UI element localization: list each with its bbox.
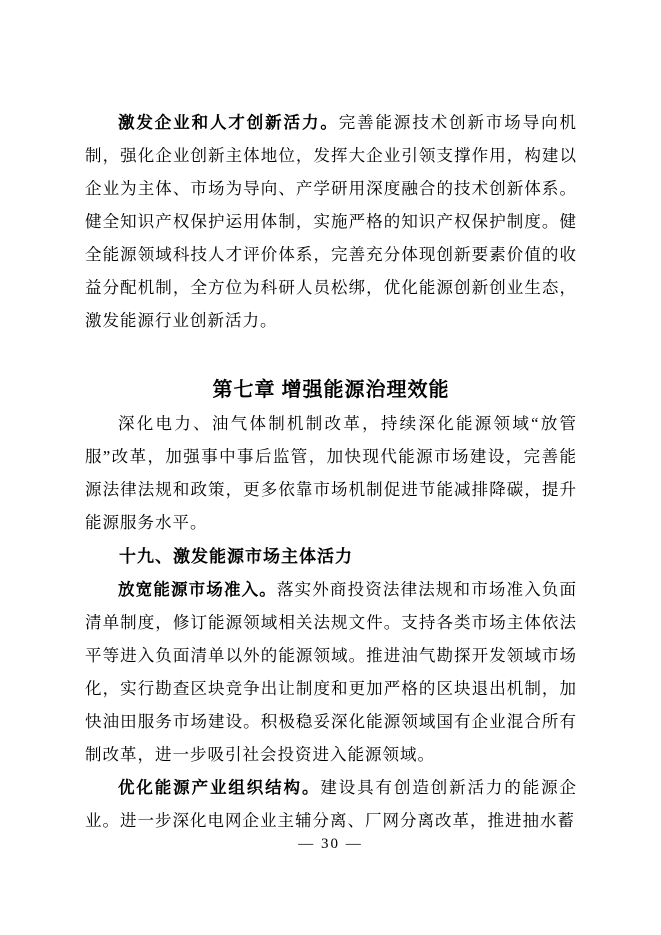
- paragraph-body-text: 完善能源技术创新市场导向机制，强化企业创新主体地位，发挥大企业引领支撑作用，构建以企业为主体、市场为导向、产学研用深度融合的技术创新体系。健全知识产权保护运用体制，实施严格的知识产权保护制度。健全能源领域科技人才评价体系，完善充分体现创新要素价值的收益分配机制，全方位为科研人员松绑，优化能源创新创业生态，激发能源行业创新活力。: [85, 113, 578, 330]
- paragraph-body-text: 深化电力、油气体制机制改革，持续深化能源领域“放管服”改革，加强事中事后监管，加快现代能源市场建设，完善能源法律法规和政策，更多依靠市场机制促进节能减排降碳，提升能源服务水平。: [85, 414, 577, 532]
- page-number: — 30 —: [298, 836, 363, 852]
- paragraph-innovation-vitality: [85, 106, 577, 337]
- paragraph-bold-lead: 放宽能源市场准入。: [118, 580, 277, 599]
- paragraph-body-text: 建设具有创造创新活力的能源企业。进一步深化电网企业主辅分离、厂网分离改革，推进抽水蓄: [85, 778, 578, 830]
- paragraph-market-access: [85, 573, 577, 771]
- chapter-heading: 第七章 增强能源治理效能: [212, 379, 450, 401]
- paragraph-governance-reform: [85, 407, 577, 539]
- paragraph-bold-lead: 优化能源产业组织结构。: [118, 778, 321, 797]
- paragraph-body-text: 落实外商投资法律法规和市场准入负面清单制度，修订能源领域相关法规文件。支持各类市场主体依法平等进入负面清单以外的能源领域。推进油气勘探开发领域市场化，实行勘查区块竞争出让制度和更加严格的区块退出机制，加快油田服务市场建设。积极稳妥深化能源领域国有企业混合所有制改革，进一步吸引社会投资进入能源领域。: [85, 580, 578, 764]
- paragraph-industry-structure: [85, 771, 577, 837]
- paragraph-bold-lead: 激发企业和人才创新活力。: [118, 113, 339, 132]
- section-heading: 十九、激发能源市场主体活力: [119, 547, 353, 566]
- page-content: [85, 106, 577, 837]
